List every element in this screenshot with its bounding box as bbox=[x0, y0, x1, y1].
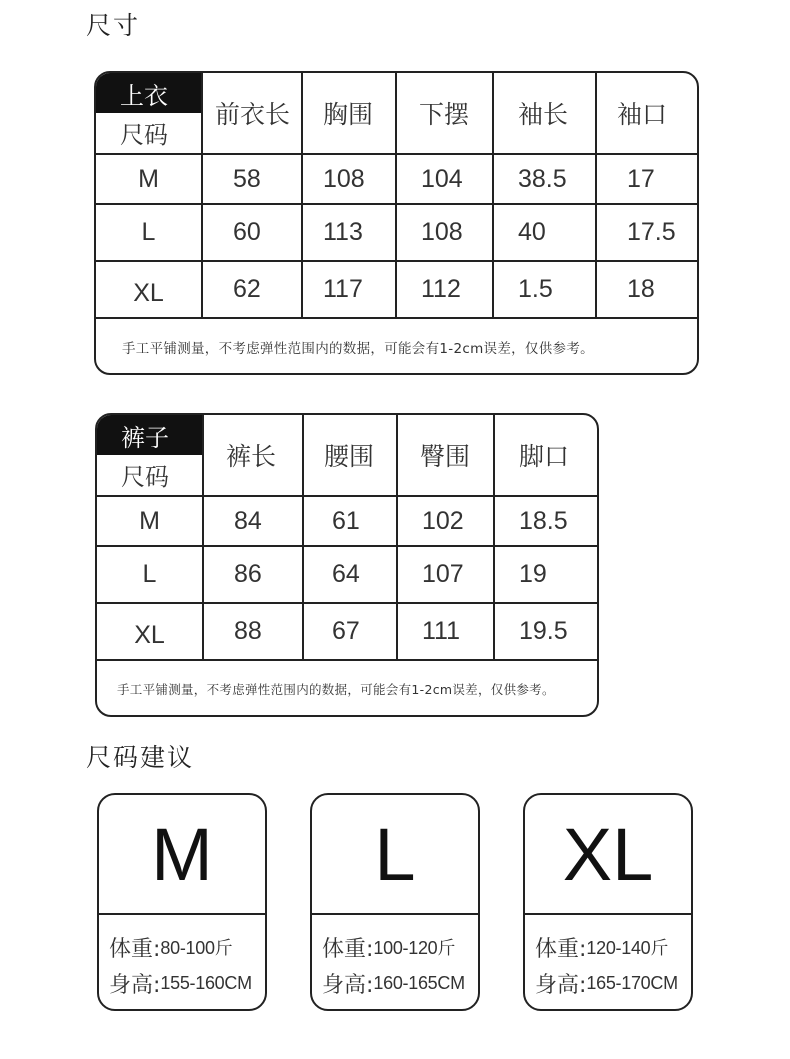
column-header: 袖长 bbox=[494, 73, 597, 153]
table-row bbox=[96, 262, 697, 319]
value-cell: 19.5 bbox=[519, 617, 568, 645]
weight-label: 体重: bbox=[109, 936, 161, 962]
height-value: 160-165CM bbox=[373, 972, 465, 993]
size-cell: XL bbox=[96, 262, 203, 317]
value-cell: 108 bbox=[397, 205, 494, 260]
pants-size-table bbox=[95, 413, 599, 717]
card-height-line bbox=[525, 965, 691, 1001]
value-cell: 84 bbox=[204, 497, 304, 545]
card-weight-line bbox=[99, 929, 265, 965]
size-card-m bbox=[97, 793, 267, 1011]
value-cell: 18 bbox=[627, 275, 655, 303]
value-cell: 61 bbox=[304, 497, 398, 545]
column-header: 臀围 bbox=[398, 415, 495, 495]
column-header: 腰围 bbox=[304, 415, 398, 495]
column-header: 袖口 bbox=[617, 101, 668, 129]
column-header: 脚口 bbox=[519, 443, 570, 471]
column-header: 前衣长 bbox=[203, 73, 303, 153]
height-label: 身高: bbox=[109, 972, 161, 998]
value-cell: 1.5 bbox=[494, 262, 597, 317]
measurement-note: 手工平铺测量，不考虑弹性范围内的数据，可能会有1-2cm误差，仅供参考。 bbox=[117, 682, 555, 697]
top-size-table bbox=[94, 71, 699, 375]
weight-value: 80-100斤 bbox=[160, 938, 233, 958]
value-cell: 104 bbox=[397, 155, 494, 203]
card-size-label: XL bbox=[525, 795, 691, 915]
table-row bbox=[97, 604, 597, 661]
height-label: 身高: bbox=[535, 972, 587, 998]
value-cell: 107 bbox=[398, 547, 495, 602]
card-size-label: M bbox=[99, 795, 265, 915]
value-cell: 17.5 bbox=[627, 218, 676, 246]
card-height-line bbox=[99, 965, 265, 1001]
card-weight-line bbox=[312, 929, 478, 965]
column-header: 下摆 bbox=[397, 73, 494, 153]
size-card-xl bbox=[523, 793, 693, 1011]
value-cell: 88 bbox=[204, 604, 304, 659]
measurement-note: 手工平铺测量，不考虑弹性范围内的数据，可能会有1-2cm误差，仅供参考。 bbox=[122, 341, 594, 357]
size-cell: L bbox=[96, 205, 203, 260]
value-cell: 58 bbox=[203, 155, 303, 203]
size-card-l bbox=[310, 793, 480, 1011]
table-row bbox=[96, 205, 697, 262]
height-value: 155-160CM bbox=[160, 972, 252, 993]
card-weight-line bbox=[525, 929, 691, 965]
card-height-line bbox=[312, 965, 478, 1001]
size-section-title: 尺寸 bbox=[86, 11, 141, 40]
value-cell: 117 bbox=[303, 262, 397, 317]
size-advice-title: 尺码建议 bbox=[86, 743, 195, 772]
card-size-label: L bbox=[312, 795, 478, 915]
value-cell: 18.5 bbox=[519, 506, 568, 535]
size-label: 尺码 bbox=[121, 463, 169, 491]
weight-value: 120-140斤 bbox=[586, 938, 669, 958]
value-cell: 19 bbox=[519, 560, 547, 588]
value-cell: 38.5 bbox=[494, 155, 597, 203]
category-label: 裤子 bbox=[97, 415, 202, 455]
size-cell: M bbox=[96, 155, 203, 203]
weight-value: 100-120斤 bbox=[373, 938, 456, 958]
weight-label: 体重: bbox=[535, 936, 587, 962]
value-cell: 62 bbox=[203, 262, 303, 317]
corner-cell bbox=[96, 73, 203, 153]
value-cell: 111 bbox=[398, 604, 495, 659]
value-cell: 17 bbox=[627, 164, 655, 193]
value-cell: 112 bbox=[397, 262, 494, 317]
height-label: 身高: bbox=[322, 972, 374, 998]
column-header: 胸围 bbox=[303, 73, 397, 153]
size-cell: M bbox=[97, 497, 204, 545]
size-cell: XL bbox=[97, 604, 204, 659]
table-row bbox=[97, 547, 597, 604]
value-cell: 102 bbox=[398, 497, 495, 545]
size-cell: L bbox=[97, 547, 204, 602]
value-cell: 108 bbox=[303, 155, 397, 203]
table-header-row bbox=[97, 415, 597, 497]
value-cell: 86 bbox=[204, 547, 304, 602]
weight-label: 体重: bbox=[322, 936, 374, 962]
size-label: 尺码 bbox=[120, 121, 168, 149]
height-value: 165-170CM bbox=[586, 972, 678, 993]
value-cell: 67 bbox=[304, 604, 398, 659]
table-row bbox=[96, 155, 697, 205]
value-cell: 113 bbox=[303, 205, 397, 260]
value-cell: 60 bbox=[203, 205, 303, 260]
table-header-row bbox=[96, 73, 697, 155]
category-label: 上衣 bbox=[96, 73, 201, 113]
value-cell: 40 bbox=[494, 205, 597, 260]
column-header: 裤长 bbox=[204, 415, 304, 495]
table-row bbox=[97, 497, 597, 547]
corner-cell bbox=[97, 415, 204, 495]
value-cell: 64 bbox=[304, 547, 398, 602]
